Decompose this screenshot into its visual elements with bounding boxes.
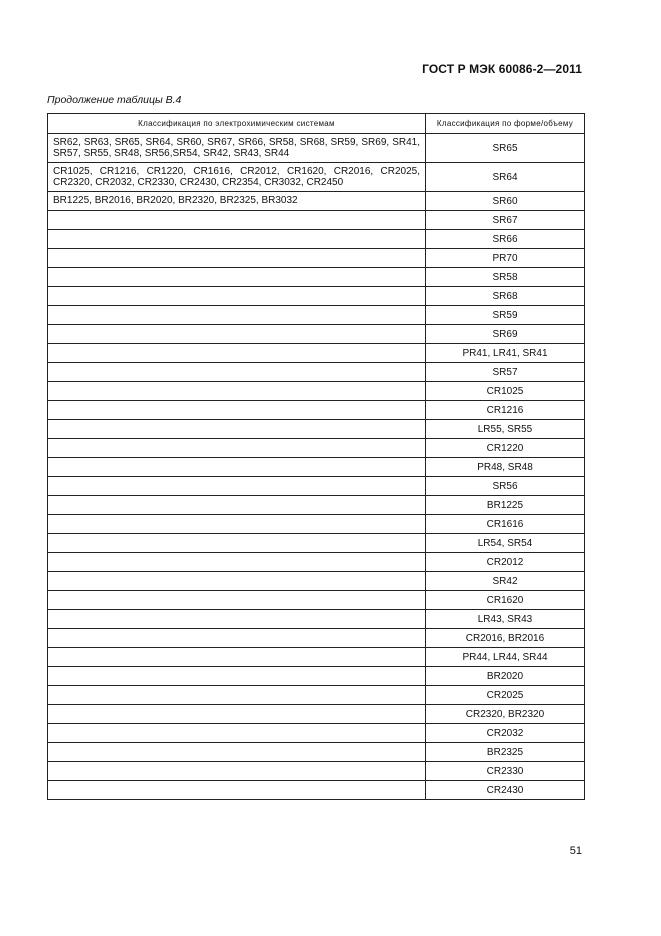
cell-shape-volume: PR48, SR48 (426, 458, 585, 477)
table-row (48, 686, 585, 705)
table-row (48, 249, 585, 268)
cell-shape-volume: CR2320, BR2320 (426, 705, 585, 724)
cell-electrochemical-systems (48, 705, 426, 724)
cell-shape-volume: SR64 (426, 163, 585, 192)
cell-electrochemical-systems (48, 762, 426, 781)
cell-electrochemical-systems (48, 363, 426, 382)
cell-electrochemical-systems (48, 325, 426, 344)
cell-shape-volume: BR2325 (426, 743, 585, 762)
page-number: 51 (569, 845, 582, 857)
table-row (48, 648, 585, 667)
cell-shape-volume: PR70 (426, 249, 585, 268)
cell-electrochemical-systems (48, 724, 426, 743)
cell-shape-volume: CR2330 (426, 762, 585, 781)
cell-shape-volume: CR2032 (426, 724, 585, 743)
table-row (48, 781, 585, 800)
table-caption: Продолжение таблицы В.4 (47, 94, 182, 106)
table-row (48, 667, 585, 686)
cell-electrochemical-systems (48, 743, 426, 762)
cell-electrochemical-systems (48, 572, 426, 591)
cell-electrochemical-systems (48, 420, 426, 439)
cell-electrochemical-systems (48, 401, 426, 420)
cell-shape-volume: BR1225 (426, 496, 585, 515)
cell-shape-volume: CR2016, BR2016 (426, 629, 585, 648)
cell-shape-volume: PR41, LR41, SR41 (426, 344, 585, 363)
table-row (48, 458, 585, 477)
cell-electrochemical-systems (48, 382, 426, 401)
document-header: ГОСТ Р МЭК 60086-2—2011 (422, 62, 582, 76)
table-row (48, 534, 585, 553)
cell-shape-volume: SR57 (426, 363, 585, 382)
table-row (48, 382, 585, 401)
cell-electrochemical-systems (48, 211, 426, 230)
table-row (48, 401, 585, 420)
table-row (48, 724, 585, 743)
cell-shape-volume: CR1025 (426, 382, 585, 401)
table-row (48, 192, 585, 211)
table-row (48, 762, 585, 781)
table-row (48, 496, 585, 515)
column-header-systems: Классификация по электрохимическим системам (48, 114, 426, 134)
cell-shape-volume: CR1216 (426, 401, 585, 420)
table-row (48, 743, 585, 762)
table-row (48, 230, 585, 249)
cell-electrochemical-systems (48, 287, 426, 306)
cell-electrochemical-systems (48, 230, 426, 249)
table-row (48, 629, 585, 648)
table-row (48, 591, 585, 610)
column-header-shape: Классификация по форме/объему (426, 114, 585, 134)
cell-shape-volume: SR42 (426, 572, 585, 591)
cell-shape-volume: SR68 (426, 287, 585, 306)
table-row (48, 553, 585, 572)
cell-shape-volume: SR67 (426, 211, 585, 230)
table-row (48, 610, 585, 629)
table-body (48, 134, 585, 800)
cell-electrochemical-systems (48, 268, 426, 287)
cell-shape-volume: LR43, SR43 (426, 610, 585, 629)
cell-shape-volume: SR65 (426, 134, 585, 163)
cell-shape-volume: CR1620 (426, 591, 585, 610)
cell-electrochemical-systems (48, 648, 426, 667)
table-row (48, 268, 585, 287)
cell-electrochemical-systems (48, 515, 426, 534)
cell-shape-volume: BR2020 (426, 667, 585, 686)
cell-shape-volume: SR69 (426, 325, 585, 344)
cell-electrochemical-systems (48, 553, 426, 572)
cell-shape-volume: CR1616 (426, 515, 585, 534)
cell-electrochemical-systems: CR1025, CR1216, CR1220, CR1616, CR2012, CR1620, CR2016, CR2025, CR2320, CR2032, CR2330, CR2430, CR2354, CR3032, CR2450 (48, 163, 426, 192)
cell-shape-volume: PR44, LR44, SR44 (426, 648, 585, 667)
table-row (48, 439, 585, 458)
table-row (48, 705, 585, 724)
table-row (48, 515, 585, 534)
table-row (48, 134, 585, 163)
table-row (48, 420, 585, 439)
cell-electrochemical-systems (48, 686, 426, 705)
cell-shape-volume: SR60 (426, 192, 585, 211)
cell-shape-volume: SR66 (426, 230, 585, 249)
cell-electrochemical-systems (48, 781, 426, 800)
cell-electrochemical-systems (48, 344, 426, 363)
cell-electrochemical-systems (48, 534, 426, 553)
cell-electrochemical-systems (48, 667, 426, 686)
cell-electrochemical-systems: BR1225, BR2016, BR2020, BR2320, BR2325, BR3032 (48, 192, 426, 211)
cell-shape-volume: LR55, SR55 (426, 420, 585, 439)
cell-electrochemical-systems (48, 458, 426, 477)
cell-electrochemical-systems (48, 477, 426, 496)
cell-shape-volume: LR54, SR54 (426, 534, 585, 553)
cell-shape-volume: SR58 (426, 268, 585, 287)
cell-electrochemical-systems (48, 629, 426, 648)
table-header-row (48, 114, 585, 134)
cell-electrochemical-systems (48, 610, 426, 629)
classification-table (47, 113, 585, 800)
cell-electrochemical-systems (48, 249, 426, 268)
cell-shape-volume: CR2012 (426, 553, 585, 572)
table-row (48, 572, 585, 591)
cell-electrochemical-systems (48, 306, 426, 325)
cell-electrochemical-systems (48, 591, 426, 610)
table-row (48, 477, 585, 496)
cell-shape-volume: CR2430 (426, 781, 585, 800)
cell-shape-volume: CR2025 (426, 686, 585, 705)
cell-electrochemical-systems (48, 496, 426, 515)
table-row (48, 363, 585, 382)
table-row (48, 344, 585, 363)
cell-shape-volume: SR59 (426, 306, 585, 325)
cell-shape-volume: SR56 (426, 477, 585, 496)
table-row (48, 211, 585, 230)
table-row (48, 163, 585, 192)
cell-electrochemical-systems: SR62, SR63, SR65, SR64, SR60, SR67, SR66, SR58, SR68, SR59, SR69, SR41, SR57, SR55, SR48, SR56,SR54, SR42, SR43, SR44 (48, 134, 426, 163)
cell-electrochemical-systems (48, 439, 426, 458)
table-row (48, 287, 585, 306)
table-row (48, 325, 585, 344)
table-row (48, 306, 585, 325)
cell-shape-volume: CR1220 (426, 439, 585, 458)
